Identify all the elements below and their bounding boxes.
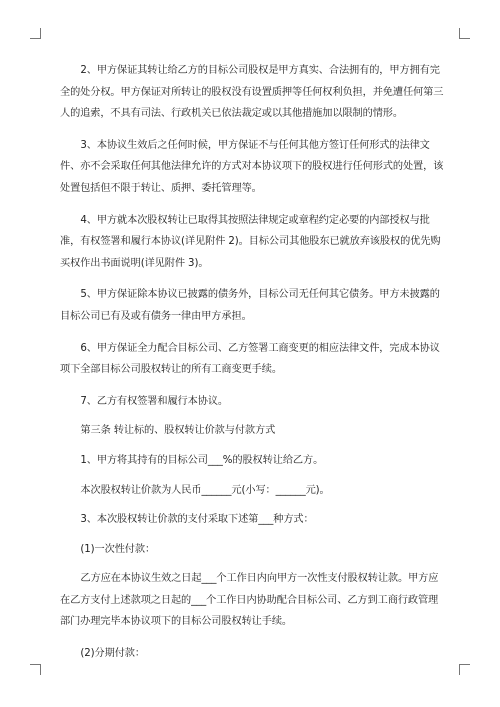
lump-sum-heading: (1)一次性付款：	[80, 543, 156, 555]
clause-3-paragraph: 3、本协议生效后之任何时候，甲方保证不与任何其他方签订任何形式的法律文件、亦不会采取任何其他法律允许的方式对本协议项下的股权进行任何形式的处置，该处置包括但不限于转让、质押、委托管理等。	[60, 139, 444, 194]
clause-2-paragraph: 2、甲方保证其转让给乙方的目标公司股权是甲方真实、合法拥有的，甲方拥有完全的处分权。甲方保证对所转让的股权没有设置质押等任何权利负担，并免遭任何第三人的追索，不具有司法、行政机关已依法裁定或以其他措施加以限制的情形。	[60, 65, 444, 120]
installment-heading: (2)分期付款：	[80, 648, 145, 660]
payment-method-paragraph: 3、本次股权转让价款的支付采取下述第___种方式：	[80, 514, 314, 526]
crop-mark-bottom-left	[30, 664, 41, 675]
lump-sum-paragraph: 乙方应在本协议生效之日起___个工作日内向甲方一次性支付股权转让款。甲方应在乙方支付上述款项之日起的___个工作日内协助配合目标公司、乙方到工商行政管理部门办理完毕本协议项下的目标公司股权转让手续。	[60, 573, 439, 628]
crop-mark-top-right	[459, 28, 470, 39]
clause-5-paragraph: 5、甲方保证除本协议已披露的债务外，目标公司无任何其它债务。甲方未披露的目标公司已有及或有债务一律由甲方承担。	[60, 289, 440, 322]
crop-mark-top-left	[30, 28, 41, 39]
transfer-price-paragraph: 本次股权转让价款为人民币______元(小写：______元)。	[80, 484, 330, 496]
clause-4-paragraph: 4、甲方就本次股权转让已取得其按照法律规定或章程约定必要的内部授权与批准，有权签署和履行本协议(详见附件 2)。目标公司其他股东已就放弃该股权的优先购买权作出书面说明(详见附件 3)。	[60, 214, 441, 269]
crop-mark-bottom-right	[459, 664, 470, 675]
document-body	[60, 60, 445, 673]
article-3-heading: 第三条 转让标的、股权转让价款与付款方式	[80, 425, 276, 437]
clause-7-paragraph: 7、乙方有权签署和履行本协议。	[80, 395, 228, 407]
clause-6-paragraph: 6、甲方保证全力配合目标公司、乙方签署工商变更的相应法律文件，完成本协议项下全部目标公司股权转让的所有工商变更手续。	[60, 342, 440, 376]
transfer-share-paragraph: 1、甲方将其持有的目标公司___%的股权转让给乙方。	[80, 454, 324, 466]
